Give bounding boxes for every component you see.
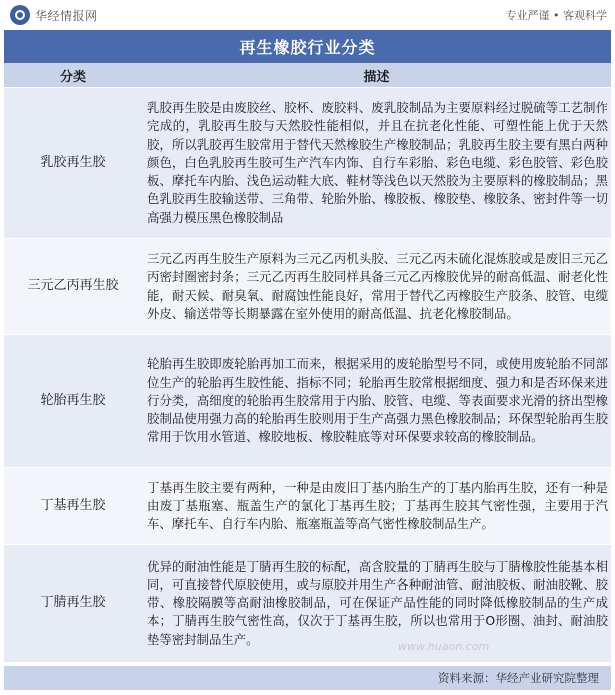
row-description: 轮胎再生胶即废轮胎再加工而来，根据采用的废轮胎型号不同，或使用废轮胎不同部位生产的轮胎再生胶性能、指标不同；轮胎再生胶常根据细度、强力和是否环保来进行分类，高细度的轮胎再生胶常用于内胎、胶管、电缆、等表面要求光滑的挤出型橡胶制品使用强力高的轮胎再生胶则用于生产高强力黑色橡胶制品；环保型轮胎再生胶常用于饮用水管道、橡胶地板、橡胶鞋底等对环保要求较高的橡胶制品。 [142,335,611,468]
table-header-row [4,63,611,88]
brand [10,5,98,25]
row-description: 三元乙丙再生胶生产原料为三元乙丙机头胶、三元乙丙未硫化混炼胶或是废旧三元乙丙密封圈密封条；三元乙丙再生胶同样具备三元乙丙橡胶优异的耐高低温、耐老化性能，耐天候、耐臭氧、耐腐蚀性能良好，常用于替代乙丙橡胶生产胶条、胶管、电缆外皮、输送带等长期暴露在室外使用的耐高低温、抗老化橡胶制品。 [142,239,611,335]
watermark: www.huaon.com [398,640,490,653]
classification-table [4,63,611,662]
row-category: 轮胎再生胶 [4,335,142,468]
title-bar [4,30,611,63]
row-category: 丁基再生胶 [4,468,142,545]
footer [4,666,611,690]
brand-logo-icon [10,5,30,25]
row-category: 丁腈再生胶 [4,545,142,662]
table-row [4,545,611,662]
row-description: 优异的耐油性能是丁腈再生胶的标配，高含胶量的丁腈再生胶与丁腈橡胶性能基本相同，可直接替代原胶使用，或与原胶并用生产各种耐油管、耐油胶板、耐油胶靴、胶带、橡胶隔膜等高耐油橡胶制品，可在保证产品性能的同时降低橡胶制品的生产成本；丁腈再生胶气密性高，仅次于丁基再生胶，所以也常用于O形圈、油封、耐油胶垫等密封制品生产。 [142,545,611,662]
row-category: 三元乙丙再生胶 [4,239,142,335]
column-header-description: 描述 [142,63,611,88]
table-row [4,88,611,239]
column-header-category: 分类 [4,63,142,88]
data-source: 资料来源：华经产业研究院整理 [438,671,599,685]
table-row [4,239,611,335]
row-category: 乳胶再生胶 [4,88,142,239]
top-bar [0,0,615,30]
row-description: 丁基再生胶主要有两种，一种是由废旧丁基内胎生产的丁基内胎再生胶，还有一种是由废丁基瓶塞、瓶盖生产的氯化丁基再生胶；丁基再生胶其气密性强，主要用于汽车、摩托车、自行车内胎、瓶塞瓶盖等高气密性橡胶制品生产。 [142,468,611,545]
page-title: 再生橡胶行业分类 [239,38,376,57]
tagline: 专业严谨 • 客观科学 [505,9,607,22]
brand-name: 华经情报网 [35,8,98,23]
row-description: 乳胶再生胶是由废胶丝、胶杯、废胶料、废乳胶制品为主要原料经过脱硫等工艺制作完成的，乳胶再生胶与天然胶性能相似，并且在抗老化性能、可塑性能上优于天然胶，所以乳胶再生胶常用于替代天然橡胶生产橡胶制品；乳胶再生胶主要有黑白两种颜色，白色乳胶再生胶可生产汽车内饰、自行车彩胎、彩色电缆、彩色胶管、彩色胶板、摩托车内胎、浅色运动鞋大底、鞋材等浅色以天然胶为主要原料的橡胶制品；黑色乳胶再生胶输送带、三角带、轮胎外胎、橡胶板、橡胶垫、橡胶条、密封件等一切高强力模压黑色橡胶制品 [142,88,611,239]
table-row [4,335,611,468]
table-row [4,468,611,545]
